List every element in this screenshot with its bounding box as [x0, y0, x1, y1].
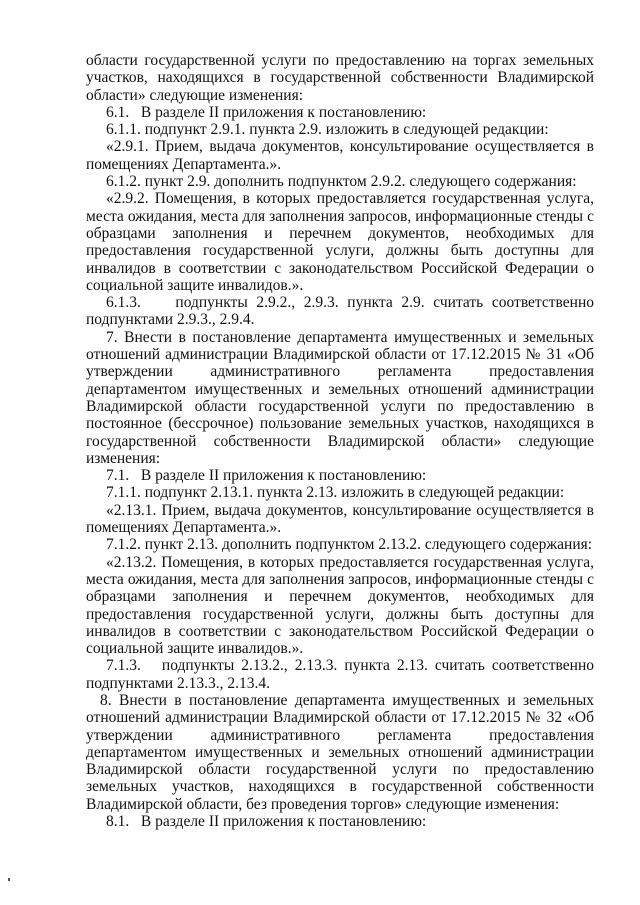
paragraph-8-1: 8.1. В разделе II приложения к постановлению: [106, 813, 427, 831]
paragraph-2-13-2-quote: «2.13.2. Помещения, в которых предоставляется государственная услуга, места ожидания, места для заполнения запросов, информационные стенды с образцами заполнения и перечнем документов, необходимых для предоставления государственной услуги, должны быть доступны для инвалидов в соответствии с законодательством Российской Федерации о социальной защите инвалидов.». [86, 553, 594, 658]
paragraph-6-1-1: 6.1.1. подпункт 2.9.1. пункта 2.9. изложить в следующей редакции: [106, 121, 549, 139]
paragraph-7-1-3: 7.1.3. подпункты 2.13.2., 2.13.3. пункта 2.13. считать соответственно подпунктами 2.13.3., 2.13.4. [86, 657, 594, 692]
paragraph-6-1-3: 6.1.3. подпункты 2.9.2., 2.9.3. пункта 2.9. считать соответственно подпунктами 2.9.3., 2.9.4. [86, 294, 594, 329]
paragraph-7-1: 7.1. В разделе II приложения к постановлению: [106, 467, 427, 485]
paragraph-2-13-1-quote: «2.13.1. Прием, выдача документов, консультирование осуществляется в помещениях Департамента.». [86, 501, 594, 537]
paragraph-continuation: области государственной услуги по предоставлению на торгах земельных участков, находящихся в государственной собственности Владимирской области» следующие изменения: [86, 52, 594, 104]
paragraph-7-1-1: 7.1.1. подпункт 2.13.1. пункта 2.13. изложить в следующей редакции: [106, 484, 565, 502]
paragraph-8: 8. Внести в постановление департамента имущественных и земельных отношений администрации Владимирской области от 17.12.2015 № 32 «Об утверждении административного регламента предоставления департаментом имущественных и земельных отношений администрации Владимирской области государственной услуги по предоставлению земельных участков, находящихся в государственной собственности Владимирской области, без проведения торгов» следующие изменения: [86, 691, 594, 813]
paragraph-7-1-2: 7.1.2. пункт 2.13. дополнить подпунктом 2.13.2. следующего содержания: [106, 536, 593, 554]
paragraph-6-1-2: 6.1.2. пункт 2.9. дополнить подпунктом 2.9.2. следующего содержания: [106, 173, 577, 191]
scan-margin-mark [8, 878, 10, 881]
paragraph-2-9-1-quote: «2.9.1. Прием, выдача документов, консультирование осуществляется в помещениях Департамента.». [86, 138, 594, 173]
document-page [86, 52, 594, 830]
paragraph-2-9-2-quote: «2.9.2. Помещения, в которых предоставляется государственная услуга, места ожидания, места для заполнения запросов, информационные стенды с образцами заполнения и перечнем документов, необходимых для предоставления государственной услуги, должны быть доступны для инвалидов в соответствии с законодательством Российской Федерации о социальной защите инвалидов.». [86, 190, 594, 294]
paragraph-6-1: 6.1. В разделе II приложения к постановлению: [106, 103, 427, 121]
paragraph-7: 7. Внести в постановление департамента имущественных и земельных отношений администрации Владимирской области от 17.12.2015 № 31 «Об утверждении административного регламента предоставления департаментом имущественных и земельных отношений администрации Владимирской области государственной услуги по предоставлению в постоянное (бессрочное) пользование земельных участков, находящихся в государственной собственности Владимирской области» следующие изменения: [86, 328, 594, 467]
